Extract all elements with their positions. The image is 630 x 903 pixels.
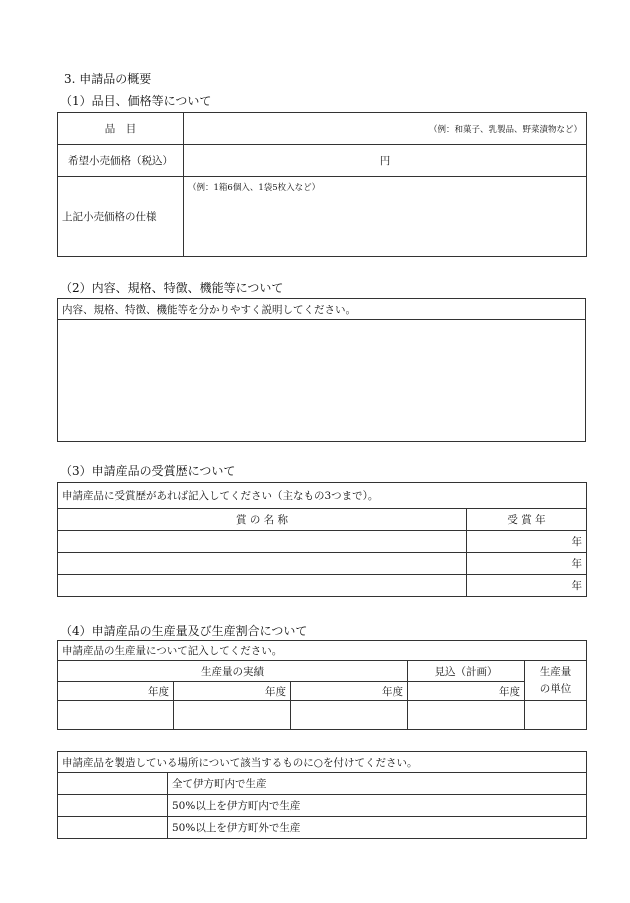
award-year-input[interactable] — [467, 553, 587, 575]
table-row — [58, 531, 587, 553]
spec-example-note: （例：1箱6個入、1袋5枚入など） — [188, 183, 321, 193]
description-input[interactable] — [58, 320, 586, 442]
year-unit: 年 — [571, 536, 582, 548]
production-unit-header: 生産量 の単位 — [525, 661, 587, 701]
production-value-input-forecast[interactable] — [408, 701, 525, 730]
item-example-note: （例：和菓子、乳製品、野菜漬物など） — [428, 124, 582, 135]
production-value-input-2[interactable] — [174, 701, 291, 730]
part3-heading: （3）申請産品の受賞歴について — [60, 464, 236, 478]
location-mark-cell-2[interactable] — [58, 795, 168, 817]
award-name-input[interactable] — [58, 553, 467, 575]
location-mark-cell-1[interactable] — [58, 773, 168, 795]
price-spec-label: 上記小売価格の仕様 — [58, 177, 184, 257]
description-table — [57, 298, 586, 442]
production-value-input-3[interactable] — [291, 701, 408, 730]
list-item — [58, 795, 587, 817]
retail-price-label: 希望小売価格（税込） — [58, 145, 184, 177]
fiscal-year-input-1[interactable]: 年度 — [58, 682, 174, 701]
year-unit: 年 — [571, 580, 582, 592]
fiscal-year-input-3[interactable]: 年度 — [291, 682, 408, 701]
section-title: 3. 申請品の概要 — [64, 72, 152, 86]
production-value-input-1[interactable] — [58, 701, 174, 730]
item-label: 品 目 — [58, 113, 184, 145]
awards-table — [57, 482, 587, 597]
location-option-3: 50%以上を伊方町外で生産 — [168, 817, 587, 839]
location-mark-cell-3[interactable] — [58, 817, 168, 839]
award-year-header: 受 賞 年 — [467, 509, 587, 531]
production-unit-input[interactable] — [525, 701, 587, 730]
item-input[interactable] — [184, 113, 587, 145]
production-table — [57, 640, 587, 730]
list-item — [58, 817, 587, 839]
award-name-input[interactable] — [58, 531, 467, 553]
award-year-input[interactable] — [467, 531, 587, 553]
price-spec-input[interactable] — [184, 177, 587, 257]
part2-heading: （2）内容、規格、特徴、機能等について — [60, 281, 284, 295]
part4-heading: （4）申請産品の生産量及び生産割合について — [60, 624, 308, 638]
year-unit: 年 — [571, 558, 582, 570]
fiscal-year-input-forecast[interactable]: 年度 — [408, 682, 525, 701]
retail-price-input[interactable] — [184, 145, 587, 177]
actual-production-header: 生産量の実績 — [58, 661, 408, 682]
table-row — [58, 575, 587, 597]
yen-unit: 円 — [379, 155, 391, 167]
award-year-input[interactable] — [467, 575, 587, 597]
forecast-header: 見込（計画） — [408, 661, 525, 682]
item-price-table — [57, 112, 587, 257]
list-item — [58, 773, 587, 795]
location-instruction: 申請産品を製造している場所について該当するものに○を付けてください。 — [58, 752, 587, 773]
fiscal-year-input-2[interactable]: 年度 — [174, 682, 291, 701]
award-name-header: 賞 の 名 称 — [58, 509, 467, 531]
award-name-input[interactable] — [58, 575, 467, 597]
location-option-2: 50%以上を伊方町内で生産 — [168, 795, 587, 817]
description-instruction: 内容、規格、特徴、機能等を分かりやすく説明してください。 — [58, 299, 586, 320]
part1-heading: （1）品目、価格等について — [60, 94, 212, 108]
production-instruction: 申請産品の生産量について記入してください。 — [58, 641, 587, 661]
production-location-table — [57, 751, 587, 839]
awards-instruction: 申請産品に受賞歴があれば記入してください（主なもの3つまで）。 — [58, 483, 587, 509]
location-option-1: 全て伊方町内で生産 — [168, 773, 587, 795]
table-row — [58, 553, 587, 575]
